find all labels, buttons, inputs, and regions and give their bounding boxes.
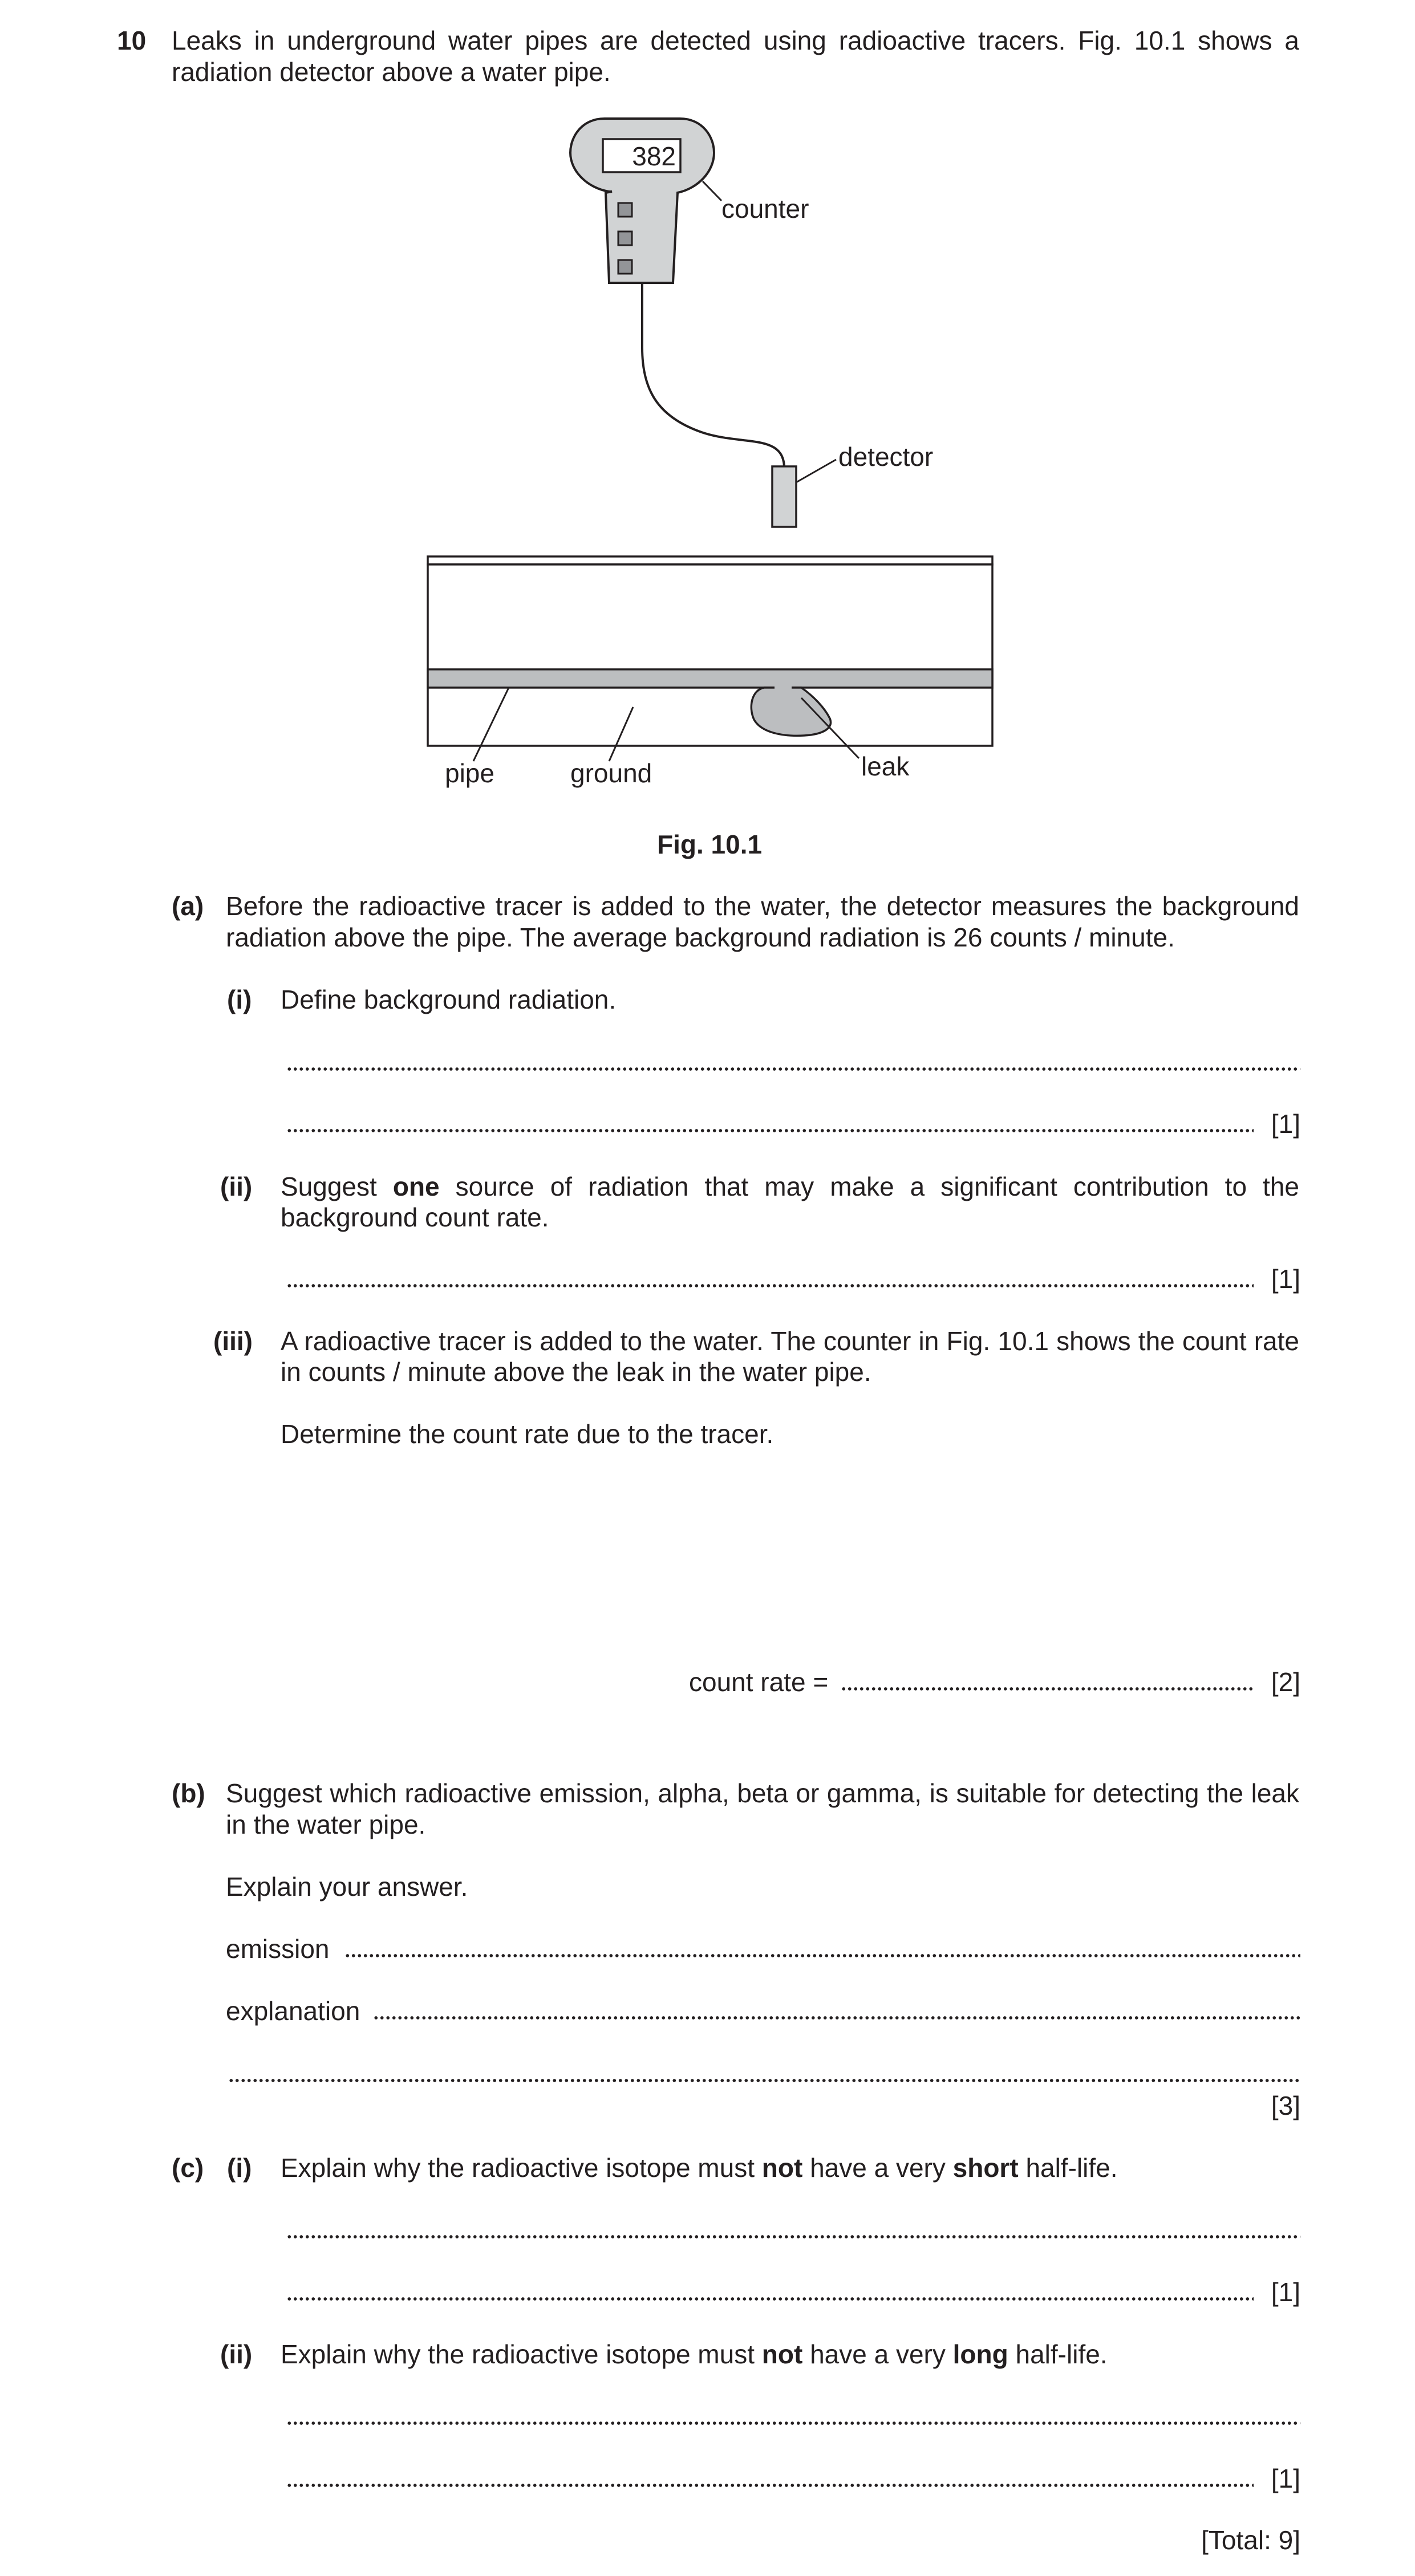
answer-line-explanation-2[interactable] xyxy=(228,2058,1300,2089)
counter-button-3 xyxy=(618,260,632,274)
question-intro-line1: Leaks in underground water pipes are detected using radioactive tracers. Fig. 10.1 shows a xyxy=(172,26,1299,55)
part-a-iii-line2: in counts / minute above the leak in the water pipe. xyxy=(281,1357,871,1387)
counter-label-line xyxy=(703,181,721,201)
part-a-i-label: (i) xyxy=(227,985,252,1014)
ground-surface xyxy=(428,556,992,564)
mark-b: [3] xyxy=(1271,2091,1300,2120)
detector-probe xyxy=(772,466,796,527)
counter-button-2 xyxy=(618,231,632,245)
part-c-i-label: (i) xyxy=(227,2153,252,2183)
part-c-i-text: Explain why the radioactive isotope must not have a very short half-life. xyxy=(281,2153,1118,2183)
mark-a-ii: [1] xyxy=(1271,1264,1300,1294)
part-a-iii-label: (iii) xyxy=(213,1326,253,1356)
part-b-line3: Explain your answer. xyxy=(226,1872,468,1901)
emission-label: emission xyxy=(226,1934,330,1964)
answer-line-c-ii-2[interactable] xyxy=(286,2463,1254,2494)
part-a-label: (a) xyxy=(172,891,204,921)
answer-line-explanation-1[interactable] xyxy=(373,1996,1300,2026)
part-a-ii-line1: Suggest one source of radiation that may make a significant contribution to the xyxy=(281,1172,1299,1201)
mark-a-iii: [2] xyxy=(1271,1667,1300,1697)
answer-line-c-i-2[interactable] xyxy=(286,2277,1254,2307)
answer-line-a-i-1[interactable] xyxy=(286,1047,1300,1078)
answer-line-a-ii[interactable] xyxy=(286,1263,1254,1294)
detector-cable xyxy=(642,283,784,466)
label-pipe: pipe xyxy=(445,758,494,788)
detector-label-line xyxy=(796,460,836,482)
part-a-iii-line3: Determine the count rate due to the tracer. xyxy=(281,1419,774,1449)
counter-display-value: 382 xyxy=(632,141,676,171)
figure-caption: Fig. 10.1 xyxy=(657,830,763,859)
figure-radiation-detector xyxy=(0,0,1415,889)
water-pipe xyxy=(428,669,992,688)
part-a-ii-line2: background count rate. xyxy=(281,1202,549,1232)
question-number: 10 xyxy=(117,26,147,55)
part-b-line2: in the water pipe. xyxy=(226,1810,426,1839)
part-c-ii-text: Explain why the radioactive isotope must not have a very long half-life. xyxy=(281,2339,1108,2369)
question-intro-line2: radiation detector above a water pipe. xyxy=(172,57,611,87)
label-leak: leak xyxy=(861,751,910,781)
part-a-iii-line1: A radioactive tracer is added to the water. The counter in Fig. 10.1 shows the count rate xyxy=(281,1326,1299,1356)
answer-line-a-i-2[interactable] xyxy=(286,1108,1254,1139)
leak-gap xyxy=(775,684,792,690)
total-marks: [Total: 9] xyxy=(1201,2525,1300,2555)
part-a-ii-label: (ii) xyxy=(220,1172,253,1201)
label-counter: counter xyxy=(721,194,809,224)
part-b-line1: Suggest which radioactive emission, alpha, beta or gamma, is suitable for detecting the leak xyxy=(226,1778,1299,1808)
answer-line-count-rate[interactable] xyxy=(841,1667,1254,1697)
part-c-ii-label: (ii) xyxy=(220,2339,253,2369)
part-a-i-text: Define background radiation. xyxy=(281,985,617,1014)
mark-c-ii: [1] xyxy=(1271,2464,1300,2493)
answer-line-c-i-1[interactable] xyxy=(286,2215,1300,2245)
answer-line-c-ii-1[interactable] xyxy=(286,2401,1300,2432)
part-a-line2: radiation above the pipe. The average background radiation is 26 counts / minute. xyxy=(226,923,1175,952)
counter-button-1 xyxy=(618,203,632,217)
count-rate-label: count rate = xyxy=(689,1667,829,1697)
part-c-label: (c) xyxy=(172,2153,204,2183)
part-b-label: (b) xyxy=(172,1778,205,1808)
label-detector: detector xyxy=(838,442,934,472)
mark-a-i: [1] xyxy=(1271,1109,1300,1139)
label-ground: ground xyxy=(570,758,652,788)
mark-c-i: [1] xyxy=(1271,2277,1300,2307)
part-a-line1: Before the radioactive tracer is added to the water, the detector measures the background xyxy=(226,891,1299,921)
answer-line-emission[interactable] xyxy=(344,1933,1300,1964)
explanation-label: explanation xyxy=(226,1996,360,2026)
ground-block xyxy=(428,564,992,746)
